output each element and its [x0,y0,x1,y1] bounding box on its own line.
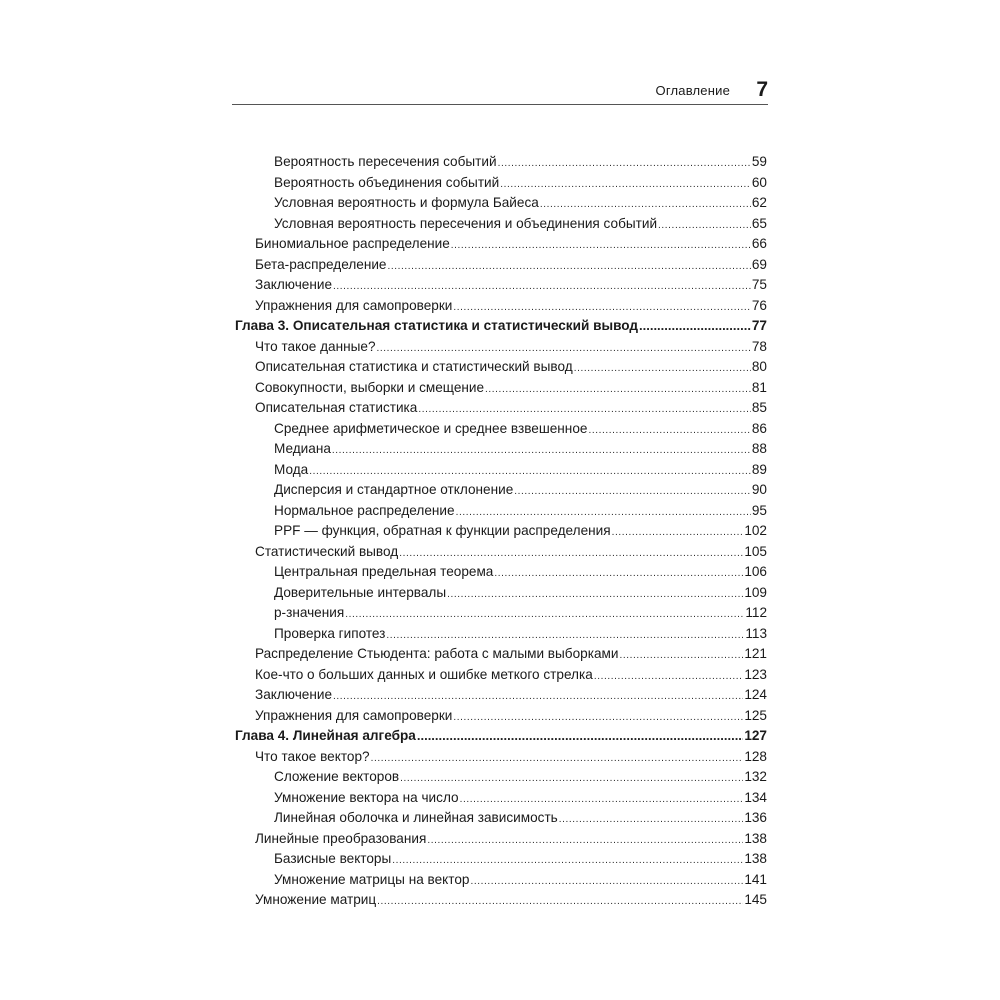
dot-leader [371,749,744,768]
dot-leader [377,892,743,911]
dot-leader [333,277,751,296]
toc-entry-title: Умножение вектора на число [274,789,459,805]
toc-entry-page: 66 [751,236,767,251]
toc-entry [235,337,767,358]
toc-entry [235,296,767,317]
toc-entry-page: 81 [751,379,767,395]
toc-entry-title: Что такое данные? [255,338,376,354]
toc-entry-page: 136 [744,810,767,825]
toc-entry-page: 123 [744,666,767,682]
dot-leader [451,236,751,255]
toc-entry [235,521,767,542]
toc-entry [235,193,767,214]
toc-entry [235,357,767,378]
toc-entry-title: Медиана [274,441,331,456]
toc-entry [235,542,767,563]
dot-leader [639,316,751,337]
toc-entry-page: 80 [751,359,767,374]
toc-entry-page: 60 [751,174,767,190]
dot-leader [345,605,744,624]
dot-leader [540,195,751,214]
toc-entry [235,603,767,624]
dot-leader [418,400,751,419]
toc-entry-title: Условная вероятность пересечения и объединения событий [274,215,658,231]
dot-leader [447,585,743,604]
toc-entry-title: Центральная предельная теорема [274,564,494,579]
toc-entry [235,562,767,583]
toc-entry-title: Базисные векторы [274,851,392,866]
toc-entry [235,398,767,419]
dot-leader [386,626,744,645]
toc-entry-page: 145 [744,892,767,907]
dot-leader [399,544,743,563]
toc-entry [235,255,767,276]
toc-entry-page: 75 [751,277,767,292]
toc-entry [235,583,767,604]
toc-entry-title: Проверка гипотез [274,625,386,641]
toc-entry-title: Умножение матриц [255,892,377,907]
toc-entry-page: 90 [751,482,767,497]
dot-leader [485,380,751,399]
toc-entry [235,152,767,173]
toc-entry-title: Описательная статистика [255,400,418,415]
toc-entry-title: Линейные преобразования [255,830,427,846]
toc-entry-title: Заключение [255,687,333,702]
dot-leader [332,441,751,460]
dot-leader [392,851,743,870]
toc-entry-title: Вероятность пересечения событий [274,154,497,169]
toc-entry-title: Глава 4. Линейная алгебра [235,728,416,743]
dot-leader [309,462,751,481]
toc-entry-page: 77 [751,318,767,333]
toc-entry [235,501,767,522]
toc-entry [235,890,767,911]
dot-leader [456,503,751,522]
toc-entry [235,419,767,440]
running-title: Оглавление [655,83,730,98]
toc-entry-page: 113 [745,625,767,641]
toc-entry [235,706,767,727]
toc-entry-title: Кое-что о больших данных и ошибке меткого стрелка [255,666,593,682]
toc-entry [235,439,767,460]
toc-entry [235,747,767,768]
toc-entry [235,624,767,645]
dot-leader [500,175,751,194]
dot-leader [494,564,743,583]
dot-leader [470,872,743,891]
toc-entry-title: Заключение [255,277,333,292]
toc-entry-title: Совокупности, выборки и смещение [255,379,485,395]
toc-entry-page: 121 [744,646,767,661]
toc-entry-page: 76 [751,297,767,313]
toc-entry-title: p-значения [274,605,345,620]
toc-entry [235,378,767,399]
toc-entry-page: 95 [751,502,767,518]
toc-entry-title: Упражнения для самопроверки [255,707,453,723]
toc-entry-title: Глава 3. Описательная статистика и статистический вывод [235,318,638,333]
toc-entry [235,788,767,809]
table-of-contents [235,152,767,911]
toc-entry-page: 105 [744,543,767,559]
toc-entry [235,275,767,296]
dot-leader [377,339,751,358]
dot-leader [514,482,751,501]
dot-leader [453,298,750,317]
dot-leader [594,667,744,686]
toc-entry-title: Что такое вектор? [255,748,370,764]
toc-entry [235,214,767,235]
toc-entry-title: Среднее арифметическое и среднее взвешенное [274,420,588,436]
toc-entry [235,829,767,850]
dot-leader [333,687,743,706]
toc-entry-title: Нормальное распределение [274,502,455,518]
toc-entry [235,767,767,788]
toc-entry-title: Вероятность объединения событий [274,174,500,190]
dot-leader [453,708,743,727]
dot-leader [612,523,744,542]
dot-leader [498,154,751,173]
toc-entry-page: 128 [744,748,767,764]
toc-entry-page: 124 [744,687,767,702]
toc-entry-page: 138 [744,851,767,866]
toc-entry-page: 138 [744,830,767,846]
toc-entry-title: Сложение векторов [274,769,400,784]
toc-entry-page: 85 [751,400,767,415]
toc-entry-title: PPF — функция, обратная к функции распределения [274,523,611,538]
dot-leader [574,359,751,378]
toc-entry-title: Условная вероятность и формула Байеса [274,195,539,210]
toc-entry-page: 127 [744,728,767,743]
running-head [232,80,768,105]
toc-entry-page: 59 [751,154,767,169]
toc-chapter-entry [235,726,767,747]
toc-entry-title: Распределение Стьюдента: работа с малыми выборками [255,646,619,661]
toc-entry-title: Бета-распределение [255,256,387,272]
toc-entry-page: 125 [744,707,767,723]
toc-entry-page: 78 [751,338,767,354]
toc-entry-title: Статистический вывод [255,543,399,559]
toc-entry-page: 89 [751,461,767,477]
dot-leader [460,790,744,809]
toc-chapter-entry [235,316,767,337]
toc-entry [235,173,767,194]
page-number: 7 [756,78,768,101]
dot-leader [658,216,751,235]
toc-entry-page: 134 [744,789,767,805]
toc-entry-page: 69 [751,256,767,272]
toc-entry-page: 141 [744,871,767,887]
toc-entry-page: 65 [751,215,767,231]
toc-entry [235,870,767,891]
dot-leader [559,810,744,829]
toc-entry-page: 132 [744,769,767,784]
toc-entry-title: Доверительные интервалы [274,584,447,600]
toc-entry-page: 112 [745,605,767,620]
toc-entry-title: Дисперсия и стандартное отклонение [274,482,514,497]
toc-entry [235,808,767,829]
dot-leader [619,646,743,665]
toc-entry-title: Упражнения для самопроверки [255,297,453,313]
toc-entry-title: Умножение матрицы на вектор [274,871,470,887]
dot-leader [417,726,743,747]
toc-entry-title: Мода [274,461,309,477]
toc-entry-title: Биномиальное распределение [255,236,450,251]
toc-entry [235,665,767,686]
toc-entry-page: 106 [744,564,767,579]
dot-leader [427,831,743,850]
toc-entry [235,460,767,481]
toc-entry-page: 102 [744,523,767,538]
dot-leader [400,769,743,788]
toc-entry-page: 109 [744,584,767,600]
toc-entry [235,480,767,501]
toc-entry-page: 86 [751,420,767,436]
toc-entry-title: Описательная статистика и статистический вывод [255,359,573,374]
toc-entry [235,685,767,706]
toc-entry-title: Линейная оболочка и линейная зависимость [274,810,558,825]
toc-entry-page: 62 [751,195,767,210]
toc-entry [235,234,767,255]
dot-leader [387,257,750,276]
toc-entry [235,644,767,665]
toc-entry-page: 88 [751,441,767,456]
toc-entry [235,849,767,870]
dot-leader [588,421,750,440]
